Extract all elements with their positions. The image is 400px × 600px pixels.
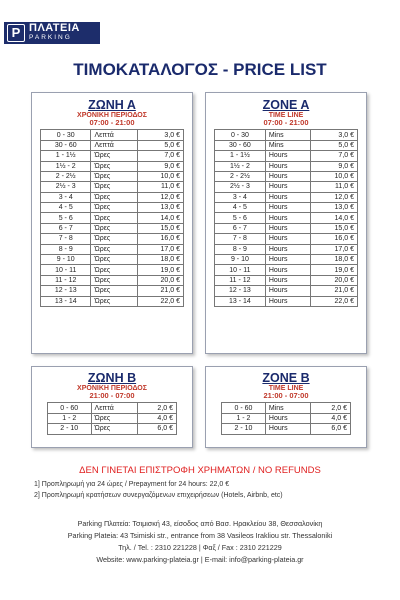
price-cell: 18,0 € (311, 255, 358, 265)
price-cell: 9,0 € (137, 161, 183, 171)
zone-subtitle: TIME LINE (268, 385, 304, 393)
unit-cell: Hours (265, 286, 310, 296)
logo-sub: PARKING (29, 34, 72, 41)
unit-cell: Mins (265, 403, 310, 413)
unit-cell: Hours (265, 223, 310, 233)
table-row (41, 203, 184, 213)
price-cell: 2,0 € (311, 403, 351, 413)
unit-cell: Hours (265, 213, 310, 223)
table-row (215, 223, 358, 233)
duration-cell: 12 - 13 (41, 286, 91, 296)
table-row (41, 255, 184, 265)
price-cell: 15,0 € (137, 223, 183, 233)
zone-time: 21:00 - 07:00 (263, 391, 309, 401)
duration-cell: 2½ - 3 (41, 182, 91, 192)
table-row (41, 171, 184, 181)
table-row (215, 275, 358, 285)
footer-phone: Τηλ. / Tel. : 2310 221228 | Φαξ / Fax : 2310 221229 (118, 543, 282, 552)
table-row (215, 161, 358, 171)
duration-cell: 11 - 12 (215, 275, 266, 285)
zone-time: 07:00 - 21:00 (263, 118, 309, 128)
table-row (215, 192, 358, 202)
zone-subtitle: TIME LINE (268, 112, 304, 120)
table-row (215, 140, 358, 150)
price-cell: 10,0 € (311, 171, 358, 181)
duration-cell: 4 - 5 (215, 203, 266, 213)
table-row (215, 213, 358, 223)
price-cell: 4,0 € (137, 413, 176, 423)
duration-cell: 10 - 11 (41, 265, 91, 275)
price-table (47, 402, 177, 434)
price-cell: 3,0 € (137, 130, 183, 140)
duration-cell: 8 - 9 (215, 244, 266, 254)
duration-cell: 2 - 10 (48, 424, 92, 434)
price-cell: 3,0 € (311, 130, 358, 140)
table-row (41, 140, 184, 150)
table-row (41, 192, 184, 202)
table-row (41, 213, 184, 223)
price-cell: 13,0 € (311, 203, 358, 213)
price-cell: 22,0 € (311, 296, 358, 306)
price-cell: 12,0 € (311, 192, 358, 202)
duration-cell: 7 - 8 (215, 234, 266, 244)
table-row (41, 130, 184, 140)
price-cell: 18,0 € (137, 255, 183, 265)
table-row (215, 130, 358, 140)
price-cell: 6,0 € (137, 424, 176, 434)
unit-cell: Ώρες (91, 182, 137, 192)
duration-cell: 6 - 7 (215, 223, 266, 233)
price-cell: 17,0 € (137, 244, 183, 254)
unit-cell: Ώρες (91, 203, 137, 213)
price-cell: 19,0 € (311, 265, 358, 275)
zone-subtitle: ΧΡΟΝΙΚΗ ΠΕΡΙΟΔΟΣ (77, 112, 147, 120)
unit-cell: Λεπτά (91, 403, 137, 413)
table-row (222, 413, 351, 423)
unit-cell: Ώρες (91, 296, 137, 306)
duration-cell: 9 - 10 (215, 255, 266, 265)
table-row (41, 275, 184, 285)
price-cell: 22,0 € (137, 296, 183, 306)
table-row (215, 286, 358, 296)
unit-cell: Hours (265, 265, 310, 275)
zone-b-en-card (205, 366, 367, 448)
price-cell: 14,0 € (311, 213, 358, 223)
duration-cell: 1 - 1½ (41, 151, 91, 161)
price-cell: 20,0 € (137, 275, 183, 285)
price-cell: 14,0 € (137, 213, 183, 223)
price-cell: 5,0 € (311, 140, 358, 150)
unit-cell: Ώρες (91, 424, 137, 434)
table-row (215, 182, 358, 192)
price-cell: 6,0 € (311, 424, 351, 434)
unit-cell: Mins (265, 130, 310, 140)
duration-cell: 1½ - 2 (41, 161, 91, 171)
duration-cell: 0 - 60 (222, 403, 266, 413)
unit-cell: Hours (265, 244, 310, 254)
logo-name: ΠΛΑΤΕΙΑ (29, 22, 80, 34)
duration-cell: 3 - 4 (41, 192, 91, 202)
unit-cell: Hours (265, 182, 310, 192)
duration-cell: 9 - 10 (41, 255, 91, 265)
table-row (41, 182, 184, 192)
duration-cell: 2 - 2½ (215, 171, 266, 181)
duration-cell: 5 - 6 (41, 213, 91, 223)
unit-cell: Hours (265, 275, 310, 285)
price-cell: 4,0 € (311, 413, 351, 423)
unit-cell: Hours (265, 203, 310, 213)
duration-cell: 1 - 1½ (215, 151, 266, 161)
logo (4, 22, 100, 44)
price-cell: 7,0 € (137, 151, 183, 161)
table-row (215, 171, 358, 181)
footer-address-en: Parking Plateia: 43 Tsimiski str., entrance from 38 Vasileos Irakliou str. Thessaloniki (67, 531, 333, 540)
price-cell: 12,0 € (137, 192, 183, 202)
price-cell: 11,0 € (311, 182, 358, 192)
unit-cell: Ώρες (91, 413, 137, 423)
price-cell: 17,0 € (311, 244, 358, 254)
duration-cell: 2 - 10 (222, 424, 266, 434)
zone-title: ΖΩΝΗ Α (88, 98, 136, 112)
zone-title: ΖΩΝΗ Β (87, 371, 137, 385)
table-row (41, 234, 184, 244)
table-row (215, 244, 358, 254)
table-row (215, 234, 358, 244)
unit-cell: Ώρες (91, 213, 137, 223)
price-cell: 15,0 € (311, 223, 358, 233)
duration-cell: 1 - 2 (48, 413, 92, 423)
table-row (41, 223, 184, 233)
parking-p-icon: P (7, 24, 25, 42)
table-row (48, 403, 177, 413)
table-row (222, 424, 351, 434)
table-row (48, 424, 177, 434)
zone-b-gr-card (31, 366, 193, 448)
duration-cell: 2½ - 3 (215, 182, 266, 192)
footer-web-email: Website: www.parking-plateia.gr | E-mail: info@parking-plateia.gr (96, 555, 304, 564)
unit-cell: Hours (265, 424, 310, 434)
unit-cell: Ώρες (91, 265, 137, 275)
zone-title: ZONE A (262, 98, 310, 112)
price-cell: 2,0 € (137, 403, 176, 413)
price-cell: 5,0 € (137, 140, 183, 150)
duration-cell: 1 - 2 (222, 413, 266, 423)
unit-cell: Λεπτά (91, 130, 137, 140)
page-title: ΤΙΜΟΚΑΤΑΛΟΓΟΣ - PRICE LIST (73, 60, 327, 79)
price-cell: 9,0 € (311, 161, 358, 171)
duration-cell: 6 - 7 (41, 223, 91, 233)
price-cell: 11,0 € (137, 182, 183, 192)
duration-cell: 1½ - 2 (215, 161, 266, 171)
duration-cell: 0 - 30 (41, 130, 91, 140)
zone-time: 21:00 - 07:00 (89, 391, 135, 401)
table-row (215, 265, 358, 275)
price-cell: 10,0 € (137, 171, 183, 181)
table-row (41, 296, 184, 306)
unit-cell: Hours (265, 161, 310, 171)
note-reservations: 2] Προπληρωμή κρατήσεων συνεργαζόμενων επιχειρήσεων (Hotels, Airbnb, etc) (34, 492, 283, 499)
table-row (41, 244, 184, 254)
price-table (214, 129, 358, 307)
no-refunds-notice: ΔΕΝ ΓΙΝΕΤΑΙ ΕΠΙΣΤΡΟΦΗ ΧΡΗΜΑΤΩΝ / NO REFUNDS (79, 465, 321, 476)
unit-cell: Hours (265, 234, 310, 244)
unit-cell: Ώρες (91, 171, 137, 181)
duration-cell: 5 - 6 (215, 213, 266, 223)
unit-cell: Ώρες (91, 255, 137, 265)
duration-cell: 30 - 60 (41, 140, 91, 150)
unit-cell: Ώρες (91, 223, 137, 233)
price-cell: 13,0 € (137, 203, 183, 213)
duration-cell: 11 - 12 (41, 275, 91, 285)
unit-cell: Ώρες (91, 286, 137, 296)
duration-cell: 7 - 8 (41, 234, 91, 244)
duration-cell: 8 - 9 (41, 244, 91, 254)
table-row (41, 265, 184, 275)
price-cell: 7,0 € (311, 151, 358, 161)
table-row (41, 286, 184, 296)
zone-time: 07:00 - 21:00 (89, 118, 135, 128)
unit-cell: Ώρες (91, 161, 137, 171)
footer-address-gr: Parking Πλατεία: Τσιμισκή 43, είσοδος από Βασ. Ηρακλείου 38, Θεσσαλονίκη (77, 519, 323, 528)
table-row (215, 255, 358, 265)
duration-cell: 0 - 30 (215, 130, 266, 140)
duration-cell: 4 - 5 (41, 203, 91, 213)
unit-cell: Mins (265, 140, 310, 150)
price-cell: 16,0 € (137, 234, 183, 244)
price-table (40, 129, 184, 307)
unit-cell: Hours (265, 151, 310, 161)
table-row (41, 161, 184, 171)
price-cell: 20,0 € (311, 275, 358, 285)
duration-cell: 10 - 11 (215, 265, 266, 275)
unit-cell: Hours (265, 192, 310, 202)
unit-cell: Hours (265, 413, 310, 423)
duration-cell: 12 - 13 (215, 286, 266, 296)
zone-title: ZONE B (262, 371, 310, 385)
price-cell: 16,0 € (311, 234, 358, 244)
duration-cell: 0 - 60 (48, 403, 92, 413)
table-row (215, 296, 358, 306)
unit-cell: Ώρες (91, 275, 137, 285)
unit-cell: Hours (265, 255, 310, 265)
duration-cell: 13 - 14 (215, 296, 266, 306)
unit-cell: Ώρες (91, 151, 137, 161)
table-row (41, 151, 184, 161)
duration-cell: 13 - 14 (41, 296, 91, 306)
unit-cell: Hours (265, 296, 310, 306)
duration-cell: 3 - 4 (215, 192, 266, 202)
zone-subtitle: ΧΡΟΝΙΚΗ ΠΕΡΙΟΔΟΣ (77, 385, 147, 393)
unit-cell: Hours (265, 171, 310, 181)
unit-cell: Ώρες (91, 234, 137, 244)
note-prepayment: 1] Προπληρωμή για 24 ώρες / Prepayment for 24 hours: 22,0 € (34, 481, 230, 488)
unit-cell: Ώρες (91, 244, 137, 254)
duration-cell: 30 - 60 (215, 140, 266, 150)
price-cell: 21,0 € (137, 286, 183, 296)
table-row (48, 413, 177, 423)
zone-a-gr-card (31, 92, 193, 354)
unit-cell: Λεπτά (91, 140, 137, 150)
table-row (215, 203, 358, 213)
price-table (221, 402, 351, 434)
price-cell: 21,0 € (311, 286, 358, 296)
table-row (215, 151, 358, 161)
zone-a-en-card (205, 92, 367, 354)
table-row (222, 403, 351, 413)
duration-cell: 2 - 2½ (41, 171, 91, 181)
unit-cell: Ώρες (91, 192, 137, 202)
price-cell: 19,0 € (137, 265, 183, 275)
